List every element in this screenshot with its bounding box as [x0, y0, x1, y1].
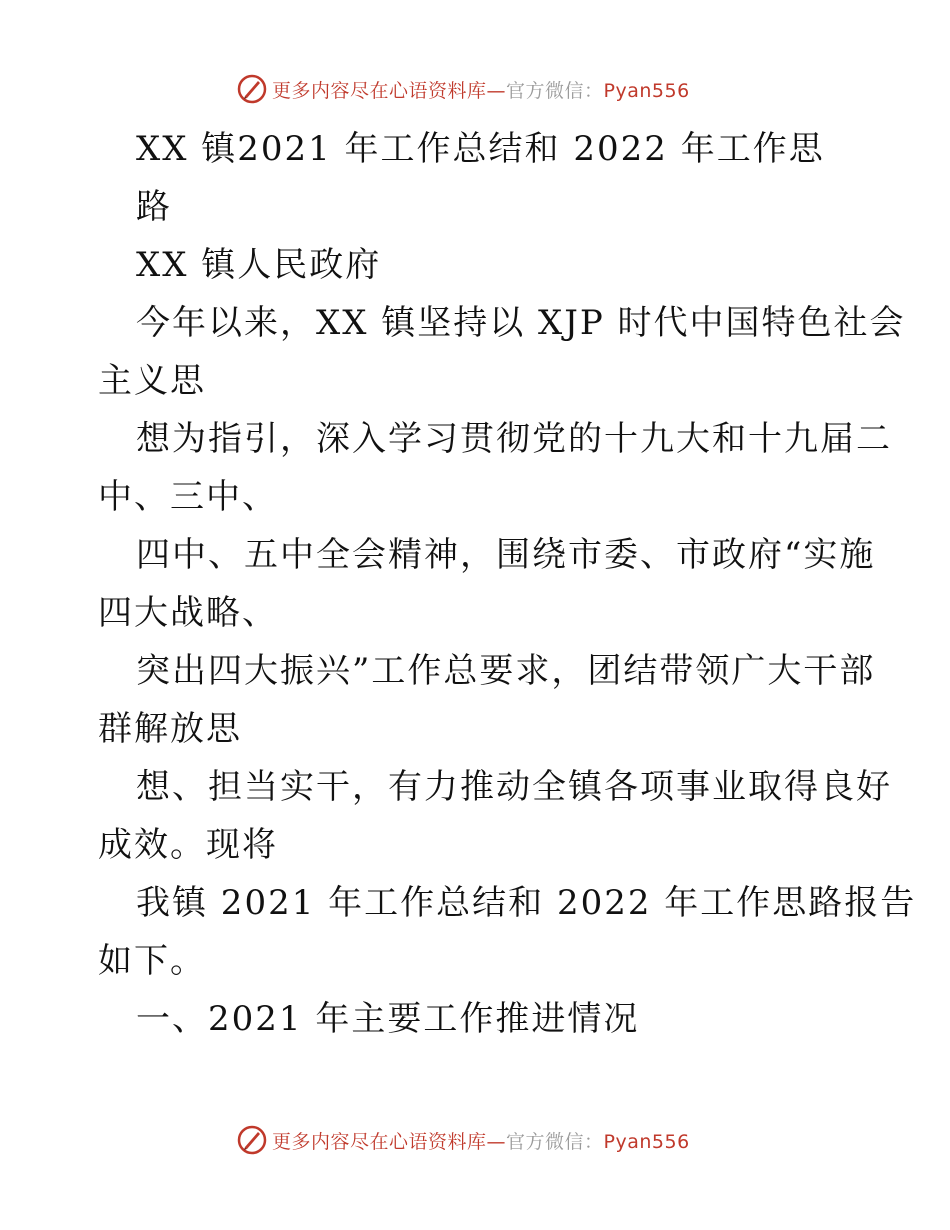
watermark-dash: — [486, 1130, 507, 1153]
doc-paragraph-line: 如下。 [98, 941, 206, 981]
doc-paragraph-line: 成效。现将 [98, 825, 278, 865]
watermark-text [272, 1127, 690, 1154]
doc-paragraph-line: 想、担当实干，有力推动全镇各项事业取得良好 [136, 767, 892, 807]
watermark-wechat-label: 官方微信： [506, 79, 604, 102]
doc-paragraph-line: 群解放思 [98, 709, 242, 749]
quill-logo-icon [236, 73, 268, 105]
doc-paragraph-line: 四大战略、 [98, 593, 278, 633]
watermark-wechat-id: Pyan556 [603, 79, 690, 102]
doc-author: XX 镇人民政府 [136, 245, 382, 285]
watermark-text [272, 76, 690, 103]
watermark-wechat-label: 官方微信： [506, 1130, 604, 1153]
doc-title-line-1: XX 镇2021 年工作总结和 2022 年工作思 [136, 129, 825, 169]
document-body [98, 120, 917, 1048]
watermark-site-name: 更多内容尽在心语资料库 [272, 79, 487, 102]
header-watermark [236, 73, 690, 105]
doc-title-line-2: 路 [136, 187, 172, 227]
doc-paragraph-line: 主义思 [98, 361, 206, 401]
doc-paragraph-line: 中、三中、 [98, 477, 278, 517]
watermark-wechat-id: Pyan556 [603, 1130, 690, 1153]
doc-paragraph-line: 想为指引，深入学习贯彻党的十九大和十九届二 [136, 419, 892, 459]
doc-paragraph-line: 今年以来，XX 镇坚持以 XJP 时代中国特色社会 [136, 303, 906, 343]
doc-paragraph-line: 四中、五中全会精神，围绕市委、市政府“实施 [136, 535, 876, 575]
watermark-dash: — [486, 79, 507, 102]
doc-section-heading: 一、2021 年主要工作推进情况 [136, 999, 640, 1039]
quill-logo-icon [236, 1124, 268, 1156]
doc-paragraph-line: 我镇 2021 年工作总结和 2022 年工作思路报告 [136, 883, 917, 923]
watermark-site-name: 更多内容尽在心语资料库 [272, 1130, 487, 1153]
footer-watermark [236, 1124, 690, 1156]
doc-paragraph-line: 突出四大振兴”工作总要求，团结带领广大干部 [136, 651, 876, 691]
